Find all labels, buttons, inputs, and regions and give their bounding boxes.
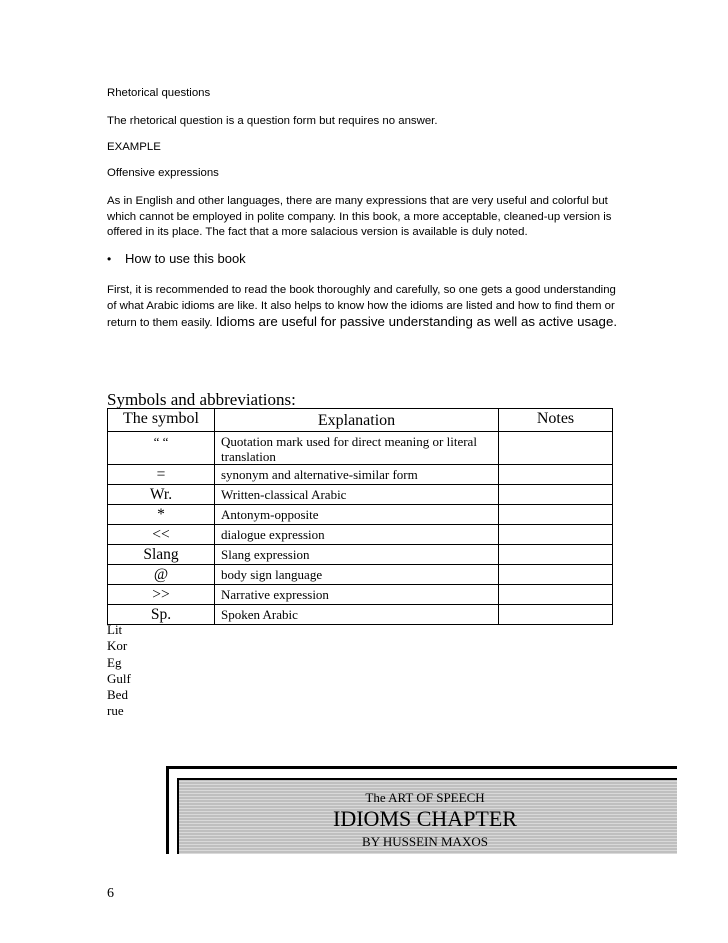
abbreviation-item: rue (107, 703, 124, 719)
page-number: 6 (107, 886, 114, 901)
notes-cell (499, 525, 613, 545)
symbol-cell: << (108, 525, 215, 545)
explanation-cell: Written-classical Arabic (215, 485, 499, 505)
table-row (108, 605, 613, 625)
notes-cell (499, 545, 613, 565)
header-symbol: The symbol (108, 409, 215, 432)
explanation-cell: dialogue expression (215, 525, 499, 545)
symbols-table (107, 408, 613, 625)
notes-cell (499, 605, 613, 625)
example-label: EXAMPLE (107, 141, 161, 153)
abbreviation-item: Bed (107, 687, 128, 703)
chapter-title: IDIOMS CHAPTER (333, 806, 517, 831)
symbol-cell: @ (108, 565, 215, 585)
explanation-cell: Antonym-opposite (215, 505, 499, 525)
table-row (108, 525, 613, 545)
table-row (108, 465, 613, 485)
author-line: BY HUSSEIN MAXOS (362, 834, 488, 849)
notes-cell (499, 505, 613, 525)
section-heading-offensive: Offensive expressions (107, 167, 219, 179)
section-heading-rhetorical: Rhetorical questions (107, 87, 211, 99)
bullet-label: How to use this book (125, 251, 246, 266)
table-row (108, 505, 613, 525)
header-explanation: Explanation (215, 409, 499, 432)
symbol-cell: “ “ (108, 432, 215, 465)
symbols-heading: Symbols and abbreviations: (107, 390, 296, 409)
symbol-cell: Slang (108, 545, 215, 565)
abbreviation-item: Kor (107, 638, 128, 654)
notes-cell (499, 565, 613, 585)
offensive-paragraph: As in English and other languages, there are many expressions that are very useful and colorful but which cannot be employed in polite company. In this book, a more acceptable, cleaned-up version is offered in its place. The fact that a more salacious version is available is duly noted. (107, 195, 612, 238)
explanation-cell: Narrative expression (215, 585, 499, 605)
notes-cell (499, 465, 613, 485)
symbol-cell: >> (108, 585, 215, 605)
usage-emphasis-text: Idioms are useful for passive understanding as well as active usage. (215, 314, 618, 329)
notes-cell (499, 585, 613, 605)
symbol-cell: Sp. (108, 605, 215, 625)
usage-paragraph (107, 283, 622, 332)
table-row (108, 485, 613, 505)
table-row (108, 432, 613, 465)
rhetorical-definition: The rhetorical question is a question form but requires no answer. (107, 115, 438, 127)
symbol-cell: = (108, 465, 215, 485)
table-row (108, 545, 613, 565)
explanation-cell: Quotation mark used for direct meaning or literal translation (215, 432, 499, 465)
explanation-cell: Slang expression (215, 545, 499, 565)
bullet-dot-icon: • (107, 251, 112, 266)
bullet-item (107, 251, 246, 266)
notes-cell (499, 485, 613, 505)
explanation-cell: body sign language (215, 565, 499, 585)
symbol-cell: * (108, 505, 215, 525)
notes-cell (499, 432, 613, 465)
table-header-row (108, 409, 613, 432)
symbol-cell: Wr. (108, 485, 215, 505)
abbreviation-item: Gulf (107, 670, 131, 686)
abbreviation-list (107, 622, 131, 720)
book-title: The ART OF SPEECH (365, 790, 485, 805)
table-row (108, 585, 613, 605)
header-notes: Notes (499, 409, 613, 432)
table-row (108, 565, 613, 585)
explanation-cell: Spoken Arabic (215, 605, 499, 625)
usage-text: First, it is recommended to read the book thoroughly and carefully, so one gets a good understanding of what Arabic idioms are like. It also helps to know how the idioms are listed and how to find them or return to them easily. (107, 284, 616, 329)
explanation-cell: synonym and alternative-similar form (215, 465, 499, 485)
abbreviation-item: Eg (107, 654, 122, 670)
abbreviation-item: Lit (107, 622, 123, 637)
